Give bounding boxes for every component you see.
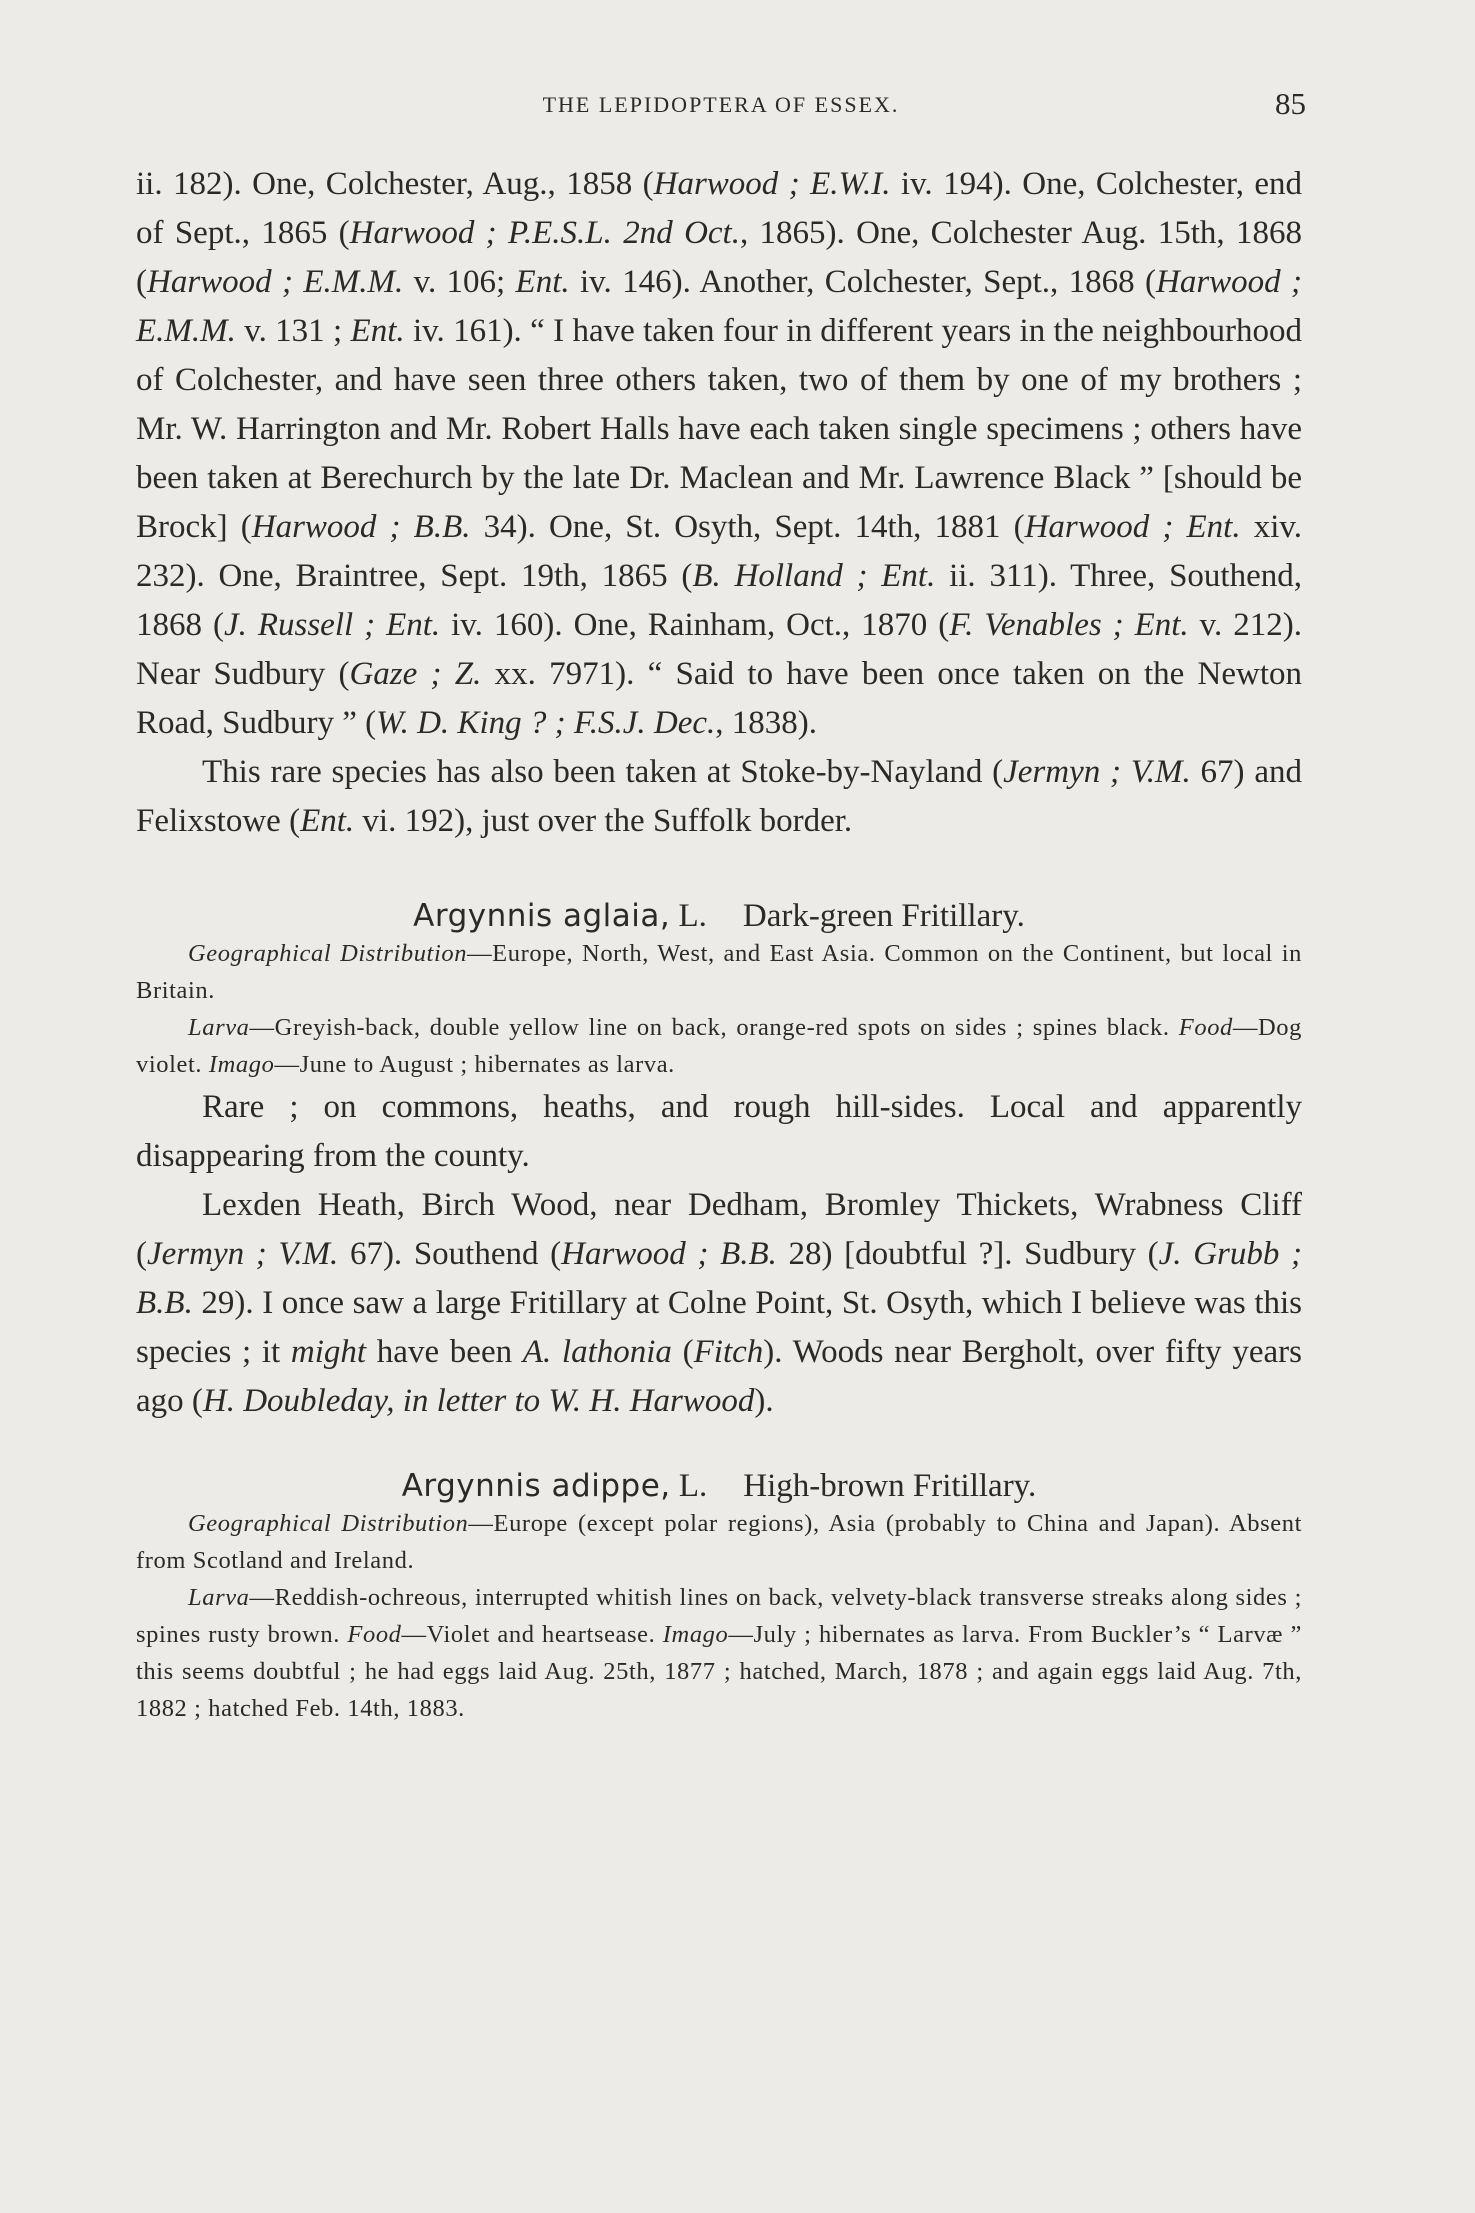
page-number: 85 bbox=[1275, 86, 1306, 121]
paragraph-suffolk-border: This rare species has also been taken at Stoke-by-Nayland (Jermyn ; V.M. 67) and Felixstowe (Ent. vi. 192), just over the Suffolk border. bbox=[136, 754, 1302, 839]
text-body bbox=[136, 160, 1302, 1727]
aglaia-distribution: Geographical Distribution—Europe, North, West, and East Asia. Common on the Continent, but local in Britain. bbox=[136, 940, 1302, 1004]
running-title: THE LEPIDOPTERA OF ESSEX. bbox=[542, 92, 900, 117]
species-author: L. bbox=[678, 1468, 708, 1504]
species-common-name: Dark-green Fritillary. bbox=[742, 898, 1025, 934]
species-author: L. bbox=[678, 898, 707, 934]
running-head bbox=[136, 88, 1306, 128]
species-name: Argynnis adippe, bbox=[401, 1468, 671, 1504]
species-heading-adippe bbox=[136, 1468, 1302, 1505]
species-heading-aglaia bbox=[136, 898, 1302, 935]
aglaia-status: Rare ; on commons, heaths, and rough hill-sides. Local and apparently disappearing from the county. bbox=[136, 1089, 1302, 1174]
species-name: Argynnis aglaia, bbox=[413, 898, 671, 934]
adippe-larva-food-imago: Larva—Reddish-ochreous, interrupted whitish lines on back, velvety-black transverse streaks along sides ; spines rusty brown. Food—Violet and heartsease. Imago—July ; hibernates as larva. From Buckler’s “ Larvæ ” this seems doubtful ; he had eggs laid Aug. 25th, 1877 ; hatched, March, 1878 ; and again eggs laid Aug. 7th, 1882 ; hatched Feb. 14th, 1883. bbox=[136, 1584, 1302, 1722]
adippe-distribution: Geographical Distribution—Europe (except polar regions), Asia (probably to China and Japan). Absent from Scotland and Ireland. bbox=[136, 1510, 1303, 1574]
paragraph-records-continued: ii. 182). One, Colchester, Aug., 1858 (Harwood ; E.W.I. iv. 194). One, Colchester, end of Sept., 1865 (Harwood ; P.E.S.L. 2nd Oct., 1865). One, Colchester Aug. 15th, 1868 (Harwood ; E.M.M. v. 106; Ent. iv. 146). Another, Colchester, Sept., 1868 (Harwood ; E.M.M. v. 131 ; Ent. iv. 161). “ I have taken four in different years in the neighbourhood of Colchester, and have seen three others taken, two of them by one of my brothers ; Mr. W. Harrington and Mr. Robert Halls have each taken single specimens ; others have been taken at Berechurch by the late Dr. Maclean and Mr. Lawrence Black ” [should be Brock] (Harwood ; B.B. 34). One, St. Osyth, Sept. 14th, 1881 (Harwood ; Ent. xiv. 232). One, Braintree, Sept. 19th, 1865 (B. Holland ; Ent. ii. 311). Three, Southend, 1868 (J. Russell ; Ent. iv. 160). One, Rainham, Oct., 1870 (F. Venables ; Ent. v. 212). Near Sudbury (Gaze ; Z. xx. 7971). “ Said to have been once taken on the Newton Road, Sudbury ” (W. D. King ? ; F.S.J. Dec., 1838). bbox=[136, 166, 1303, 741]
aglaia-larva-food-imago: Larva—Greyish-back, double yellow line on back, orange-red spots on sides ; spines black. Food—Dog violet. Imago—June to August ; hibernates as larva. bbox=[136, 1014, 1302, 1078]
aglaia-localities: Lexden Heath, Birch Wood, near Dedham, Bromley Thickets, Wrabness Cliff (Jermyn ; V.M. 67). Southend (Harwood ; B.B. 28) [doubtful ?]. Sudbury (J. Grubb ; B.B. 29). I once saw a large Fritillary at Colne Point, St. Osyth, which I believe was this species ; it might have been A. lathonia (Fitch). Woods near Bergholt, over fifty years ago (H. Doubleday, in letter to W. H. Harwood). bbox=[136, 1187, 1303, 1419]
species-common-name: High-brown Fritillary. bbox=[743, 1468, 1037, 1504]
